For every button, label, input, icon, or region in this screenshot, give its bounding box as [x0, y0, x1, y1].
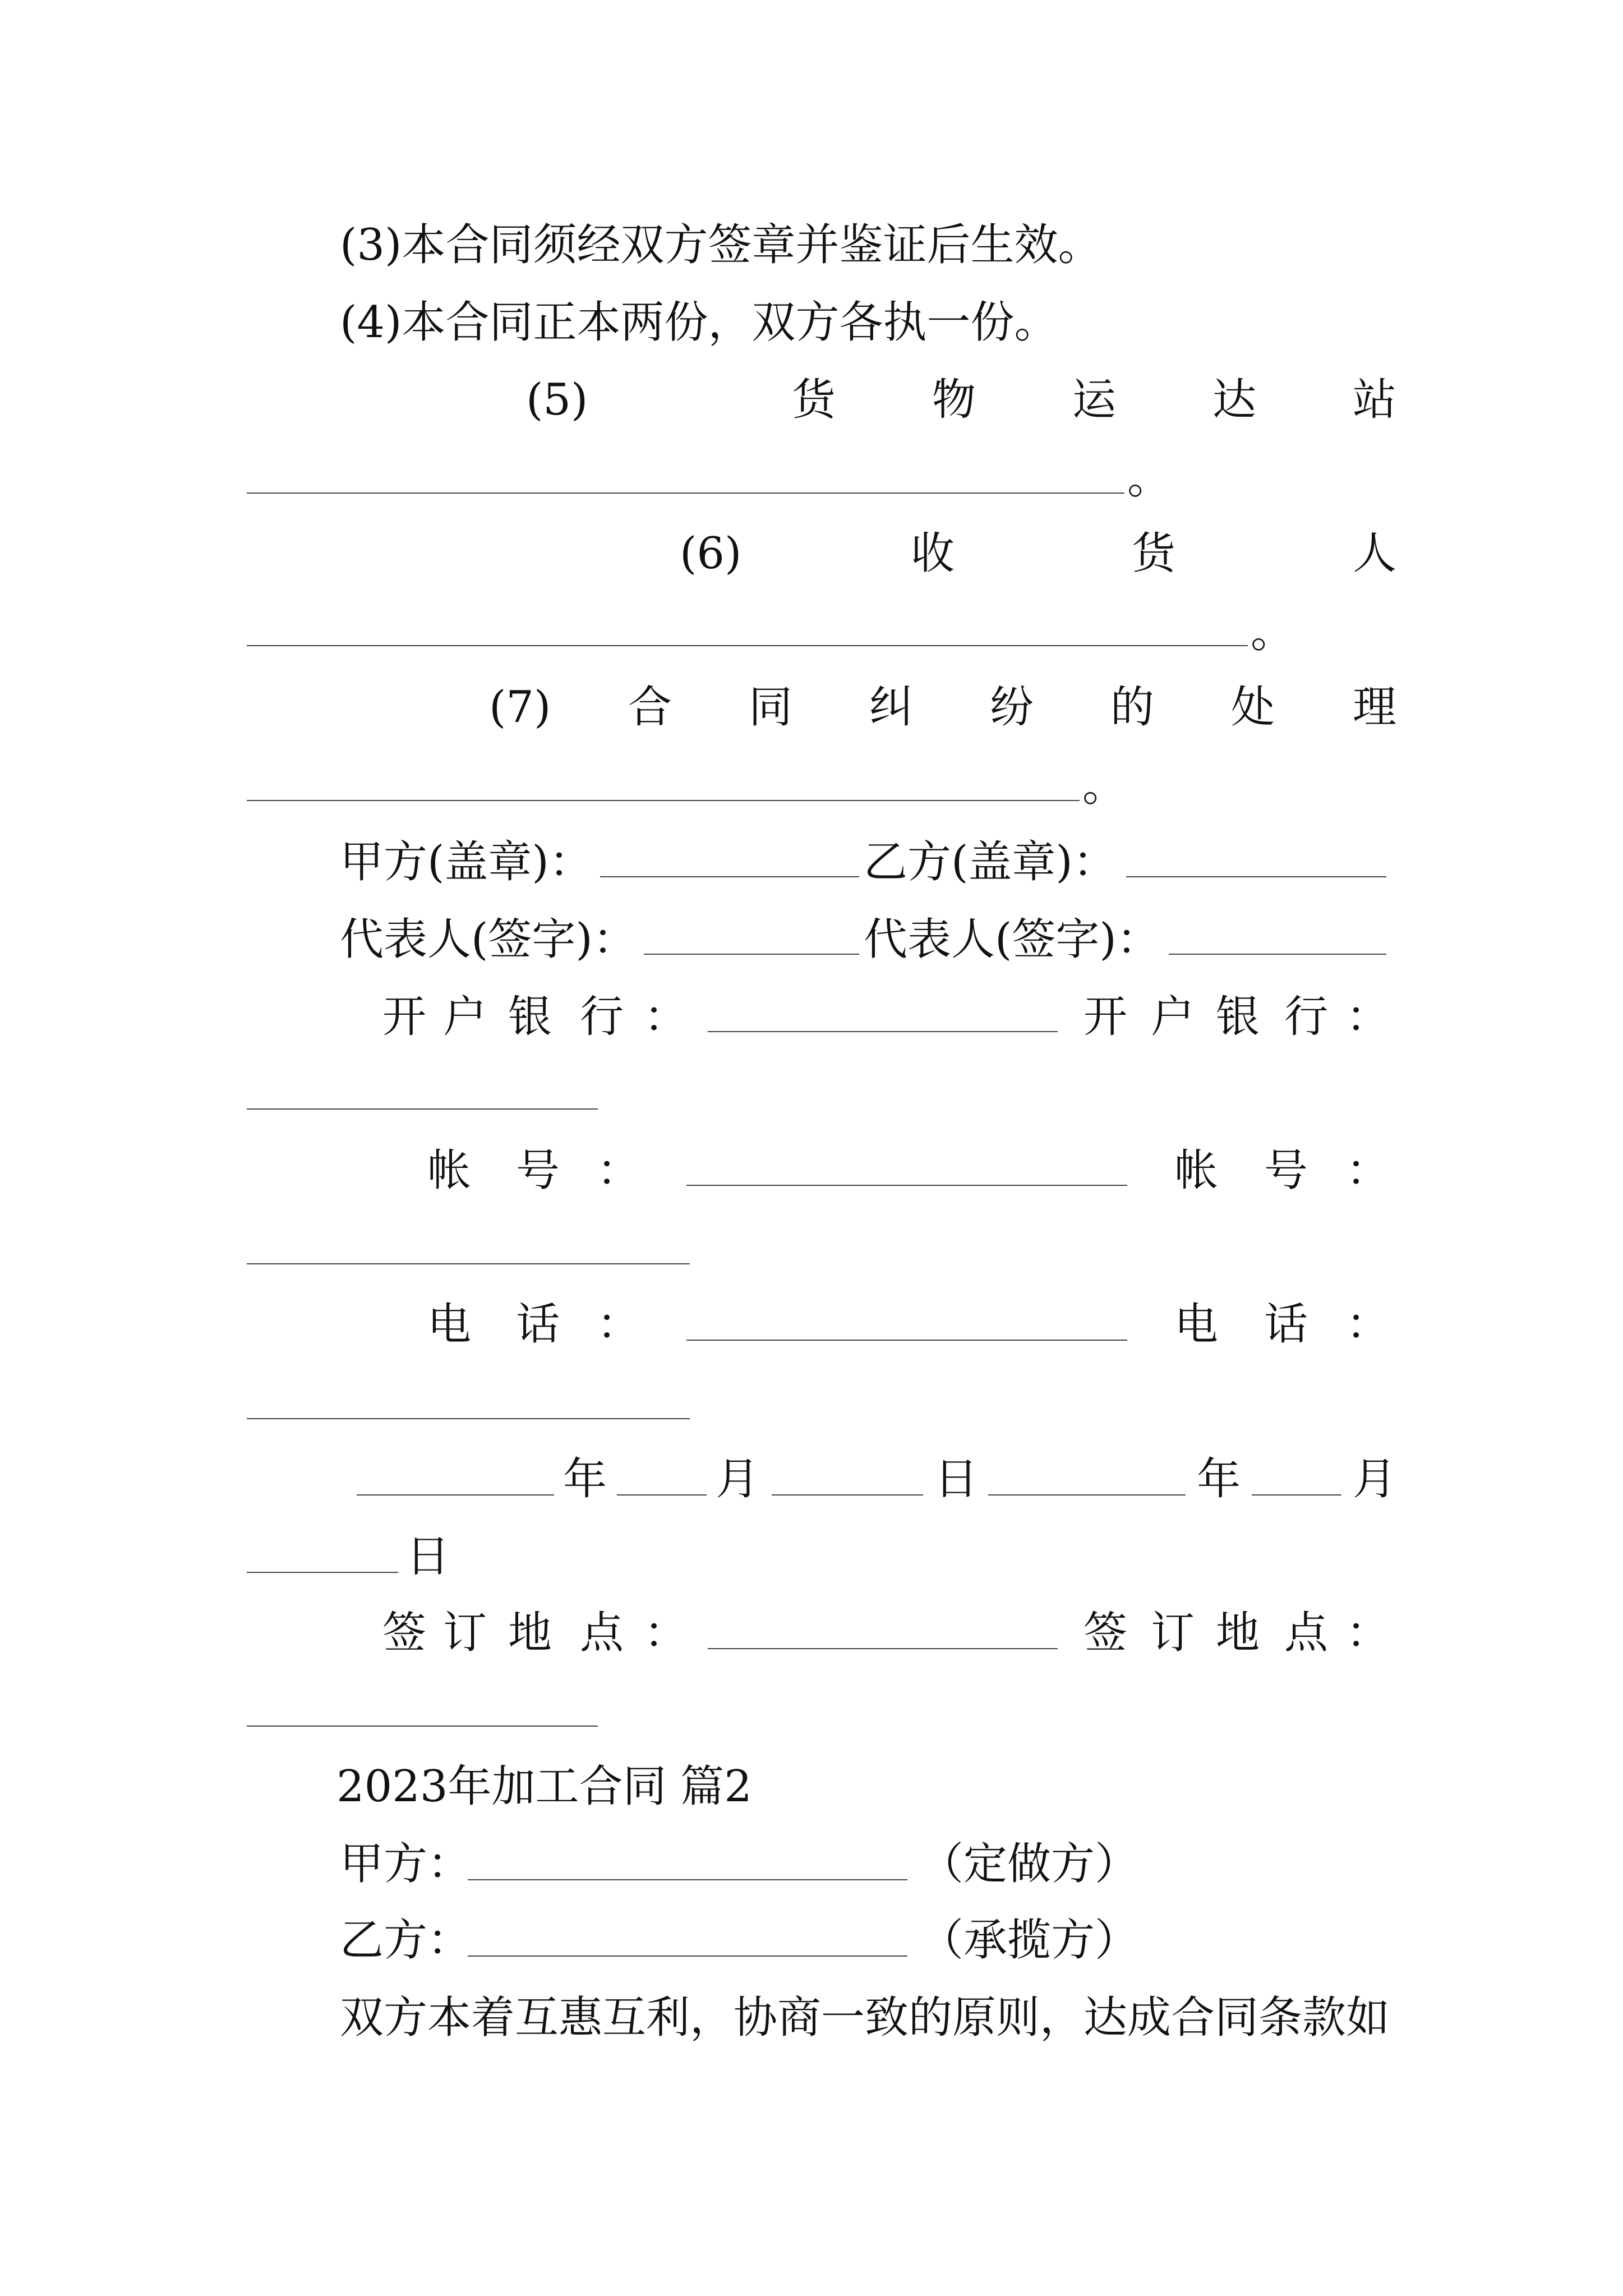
clause-7-char: 处: [1231, 682, 1275, 733]
contract2-preamble: 双方本着互惠互利，协商一致的原则，达成合同条款如: [340, 1993, 1390, 2043]
contract2-party-b-label: 乙方：: [340, 1915, 472, 1966]
clause-7-char: 同: [749, 682, 793, 733]
phone-a-field[interactable]: [686, 1340, 1127, 1341]
clause-7-char: 合: [628, 682, 672, 733]
account-b-field[interactable]: [247, 1263, 690, 1264]
place-b-field[interactable]: [247, 1726, 598, 1727]
clause-6-char: 收: [911, 528, 955, 579]
document-page: (3)本合同须经双方签章并鉴证后生效。 (4)本合同正本两份，双方各执一份。 (5) 货 物 运 达 站 。 (6) 收 货 人 。 (7) 合 同 纠 纷 的 处 理 。 甲方(盖章)： 乙方(盖章)： 代表人(签字)： 代表人(签字)： 开 户 银 行 ： 开 户 银 行 ： 帐 号 ： 帐 号 ： 电 话 ： 电 话 ： 年 月 日 年 月 日 签 订 地 点 ： 签 订 地 点 ： 2023年加工合同 篇2 甲方： （定做方） 乙方： （承揽方） 双方本着互惠互利，协商一致的原则，达成合同条款如: [0, 0, 1623, 2296]
clause-5-char: 货: [792, 375, 836, 425]
clause-4: (4)本合同正本两份，双方各执一份。: [340, 297, 1058, 348]
clause-5-period: 。: [1127, 453, 1172, 504]
date-b-day-field[interactable]: [247, 1572, 398, 1573]
phone-b-field[interactable]: [247, 1418, 690, 1419]
clause-6-period: 。: [1251, 607, 1295, 657]
account-a-field[interactable]: [686, 1185, 1127, 1186]
contract2-party-b-field[interactable]: [468, 1955, 907, 1957]
contract2-heading: 2023年加工合同 篇2: [336, 1761, 752, 1812]
date-a-year-label: 年: [563, 1454, 607, 1504]
clause-6-blank: [247, 645, 1248, 646]
date-b-year-label: 年: [1197, 1454, 1241, 1504]
rep-b-field[interactable]: [1169, 954, 1386, 955]
clause-7-period: 。: [1082, 761, 1127, 811]
clause-7-char: 纠: [869, 682, 914, 733]
clause-5-blank: [247, 493, 1124, 494]
rep-b-label: 代表人(签字)：: [864, 914, 1160, 965]
rep-a-field[interactable]: [644, 954, 859, 955]
clause-7-char: 的: [1110, 682, 1155, 733]
clause-6-number: (6): [680, 528, 742, 579]
contract2-party-b-role: （承揽方）: [920, 1915, 1139, 1966]
clause-6-char: 货: [1132, 528, 1176, 579]
contract2-party-a-label: 甲方：: [340, 1839, 472, 1889]
clause-7-number: (7): [489, 682, 551, 733]
party-b-seal-label: 乙方(盖章)：: [864, 837, 1117, 887]
place-a-field[interactable]: [708, 1648, 1058, 1649]
clause-7-char: 理: [1353, 682, 1397, 733]
party-a-seal-field[interactable]: [600, 876, 859, 877]
date-b-year-field[interactable]: [988, 1494, 1186, 1496]
date-b-month-field[interactable]: [1252, 1494, 1341, 1496]
rep-a-label: 代表人(签字)：: [340, 914, 637, 965]
clause-5-char: 运: [1072, 375, 1117, 425]
party-a-seal-label: 甲方(盖章)：: [340, 837, 593, 887]
bank-a-field[interactable]: [708, 1031, 1058, 1032]
date-a-month-field[interactable]: [617, 1494, 707, 1496]
clause-5-char: 物: [932, 375, 976, 425]
date-a-month-label: 月: [716, 1454, 760, 1504]
contract2-party-a-field[interactable]: [468, 1879, 907, 1880]
contract2-party-a-role: （定做方）: [920, 1839, 1139, 1889]
clause-3: (3)本合同须经双方签章并鉴证后生效。: [340, 220, 1102, 270]
clause-5-char: 达: [1212, 375, 1257, 425]
clause-5-number: (5): [526, 375, 588, 425]
date-a-day-label: 日: [934, 1454, 979, 1504]
bank-b-field[interactable]: [247, 1108, 598, 1110]
clause-5-char: 站: [1353, 375, 1397, 425]
clause-7-blank: [247, 800, 1080, 801]
party-b-seal-field[interactable]: [1126, 876, 1386, 877]
clause-7-char: 纷: [990, 682, 1034, 733]
date-b-day-label: 日: [406, 1531, 450, 1582]
clause-6-char: 人: [1353, 528, 1397, 579]
date-a-day-field[interactable]: [772, 1494, 923, 1496]
date-a-year-field[interactable]: [357, 1494, 554, 1496]
date-b-month-label: 月: [1353, 1454, 1397, 1504]
